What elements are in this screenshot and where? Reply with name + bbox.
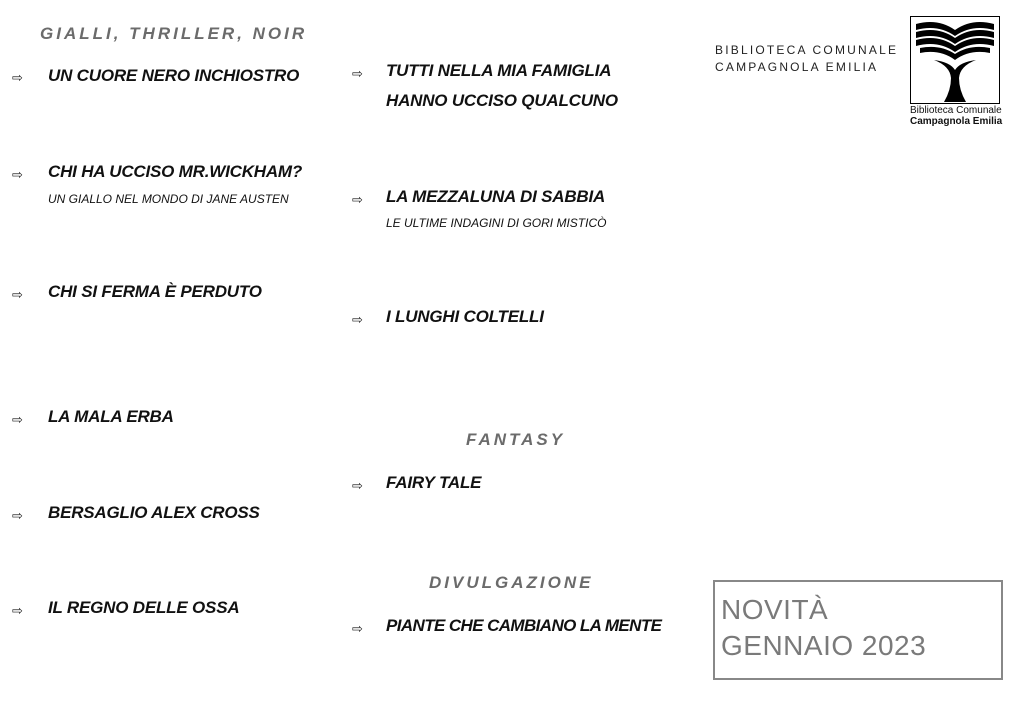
book-title: FAIRY TALE <box>386 473 482 492</box>
arrow-right-icon: ⇨ <box>12 412 23 427</box>
book-title: CHI SI FERMA È PERDUTO <box>48 282 262 301</box>
book-title: I LUNGHI COLTELLI <box>386 307 544 326</box>
section-heading-gialli: GIALLI, THRILLER, NOIR <box>40 24 308 43</box>
arrow-right-icon: ⇨ <box>12 167 23 182</box>
arrow-right-icon: ⇨ <box>12 508 23 523</box>
logo-caption-line1: Biblioteca Comunale <box>910 105 1002 116</box>
book-title: CHI HA UCCISO MR.WICKHAM? <box>48 162 303 181</box>
book-subtitle: LE ULTIME INDAGINI DI GORI MISTICÒ <box>386 216 607 230</box>
book-title: LA MALA ERBA <box>48 407 174 426</box>
book-title: PIANTE CHE CAMBIANO LA MENTE <box>386 616 662 635</box>
section-heading-divulgazione: DIVULGAZIONE <box>429 573 594 592</box>
book-title: TUTTI NELLA MIA FAMIGLIA <box>386 61 612 80</box>
arrow-right-icon: ⇨ <box>352 478 363 493</box>
library-logo <box>910 16 1003 128</box>
novita-banner <box>713 580 1003 680</box>
library-name-line2: CAMPAGNOLA EMILIA <box>715 60 879 74</box>
arrow-right-icon: ⇨ <box>352 66 363 81</box>
banner-line2: GENNAIO 2023 <box>721 630 927 661</box>
arrow-right-icon: ⇨ <box>352 621 363 636</box>
book-title: BERSAGLIO ALEX CROSS <box>48 503 260 522</box>
arrow-right-icon: ⇨ <box>12 603 23 618</box>
book-title-second-line: HANNO UCCISO QUALCUNO <box>386 91 618 110</box>
book-tree-logo-icon <box>910 16 1000 104</box>
banner-line1: NOVITÀ <box>721 594 829 625</box>
book-title: UN CUORE NERO INCHIOSTRO <box>48 66 300 85</box>
arrow-right-icon: ⇨ <box>12 287 23 302</box>
arrow-right-icon: ⇨ <box>12 70 23 85</box>
book-title: LA MEZZALUNA DI SABBIA <box>386 187 606 206</box>
library-name-line1: BIBLIOTECA COMUNALE <box>715 43 899 57</box>
arrow-right-icon: ⇨ <box>352 192 363 207</box>
logo-caption-line2: Campagnola Emilia <box>910 116 1003 127</box>
book-subtitle: UN GIALLO NEL MONDO DI JANE AUSTEN <box>48 192 289 206</box>
book-title: IL REGNO DELLE OSSA <box>48 598 240 617</box>
arrow-right-icon: ⇨ <box>352 312 363 327</box>
section-heading-fantasy: FANTASY <box>466 430 566 449</box>
